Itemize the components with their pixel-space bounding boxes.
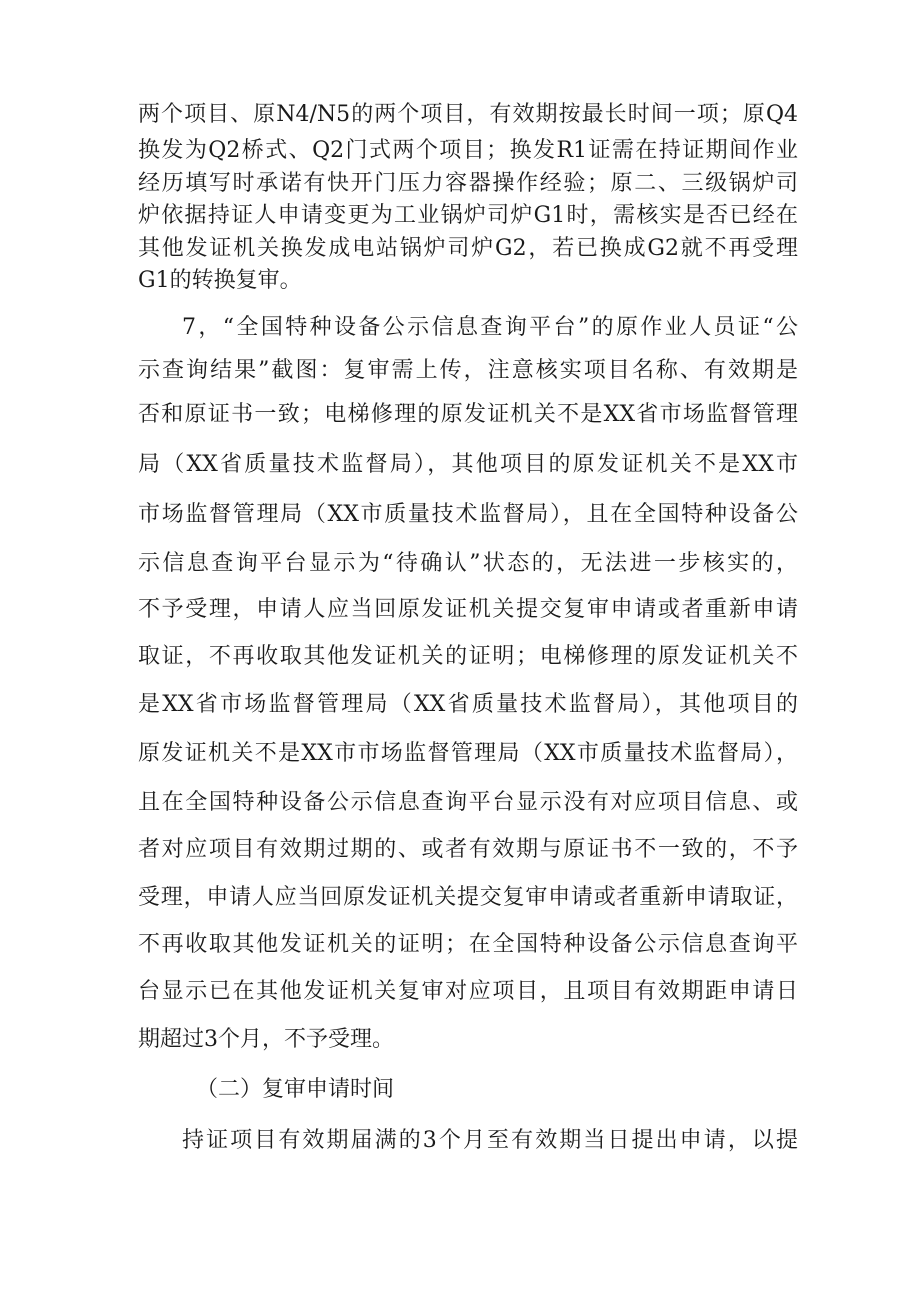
paragraph-1-line-4: 炉依据持证人申请变更为工业锅炉司炉G1时，需核实是否已经在 (138, 203, 798, 228)
paragraph-2-line-8: 取证，不再收取其他发证机关的证明；电梯修理的原发证机关不 (138, 644, 798, 669)
paragraph-1-line-1: 两个项目、原N4/N5的两个项目，有效期按最长时间一项；原Q4 (138, 102, 798, 127)
section-heading: （二）复审申请时间 (196, 1077, 395, 1102)
paragraph-2-line-16: 期超过3个月，不予受理。 (138, 1027, 394, 1052)
paragraph-2-line-12: 者对应项目有效期过期的、或者有效期与原证书不一致的，不予 (138, 837, 798, 862)
paragraph-2-line-3: 否和原证书一致；电梯修理的原发证机关不是XX省市场监督管理 (138, 402, 798, 427)
paragraph-2-line-2: 示查询结果”截图：复审需上传，注意核实项目名称、有效期是 (138, 358, 798, 383)
paragraph-2-line-6: 示信息查询平台显示为“待确认”状态的，无法进一步核实的， (138, 551, 798, 576)
paragraph-2-line-15: 台显示已在其他发证机关复审对应项目，且项目有效期距申请日 (138, 979, 798, 1004)
paragraph-2-line-5: 市场监督管理局（XX市质量技术监督局），且在全国特种设备公 (138, 502, 798, 527)
paragraph-3-line-1: 持证项目有效期届满的3个月至有效期当日提出申请，以提 (182, 1128, 798, 1153)
paragraph-2-line-10: 原发证机关不是XX市市场监督管理局（XX市质量技术监督局）， (138, 741, 798, 766)
paragraph-2-line-13: 受理，申请人应当回原发证机关提交复审申请或者重新申请取证， (138, 885, 798, 910)
paragraph-1-line-3: 经历填写时承诺有快开门压力容器操作经验；原二、三级锅炉司 (138, 171, 798, 196)
paragraph-1-line-6: G1的转换复审。 (138, 268, 302, 293)
paragraph-1-line-2: 换发为Q2桥式、Q2门式两个项目；换发R1证需在持证期间作业 (138, 138, 798, 163)
paragraph-2-line-9: 是XX省市场监督管理局（XX省质量技术监督局），其他项目的 (138, 692, 798, 717)
paragraph-1-line-5: 其他发证机关换发成电站锅炉司炉G2，若已换成G2就不再受理 (138, 236, 798, 261)
paragraph-2-line-14: 不再收取其他发证机关的证明；在全国特种设备公示信息查询平 (138, 932, 798, 957)
paragraph-2-line-11: 且在全国特种设备公示信息查询平台显示没有对应项目信息、或 (138, 790, 798, 815)
paragraph-2-line-1: 7，“全国特种设备公示信息查询平台”的原作业人员证“公 (182, 315, 798, 340)
paragraph-2-line-7: 不予受理，申请人应当回原发证机关提交复审申请或者重新申请 (138, 597, 798, 622)
paragraph-2-line-4: 局（XX省质量技术监督局），其他项目的原发证机关不是XX市 (138, 452, 798, 477)
